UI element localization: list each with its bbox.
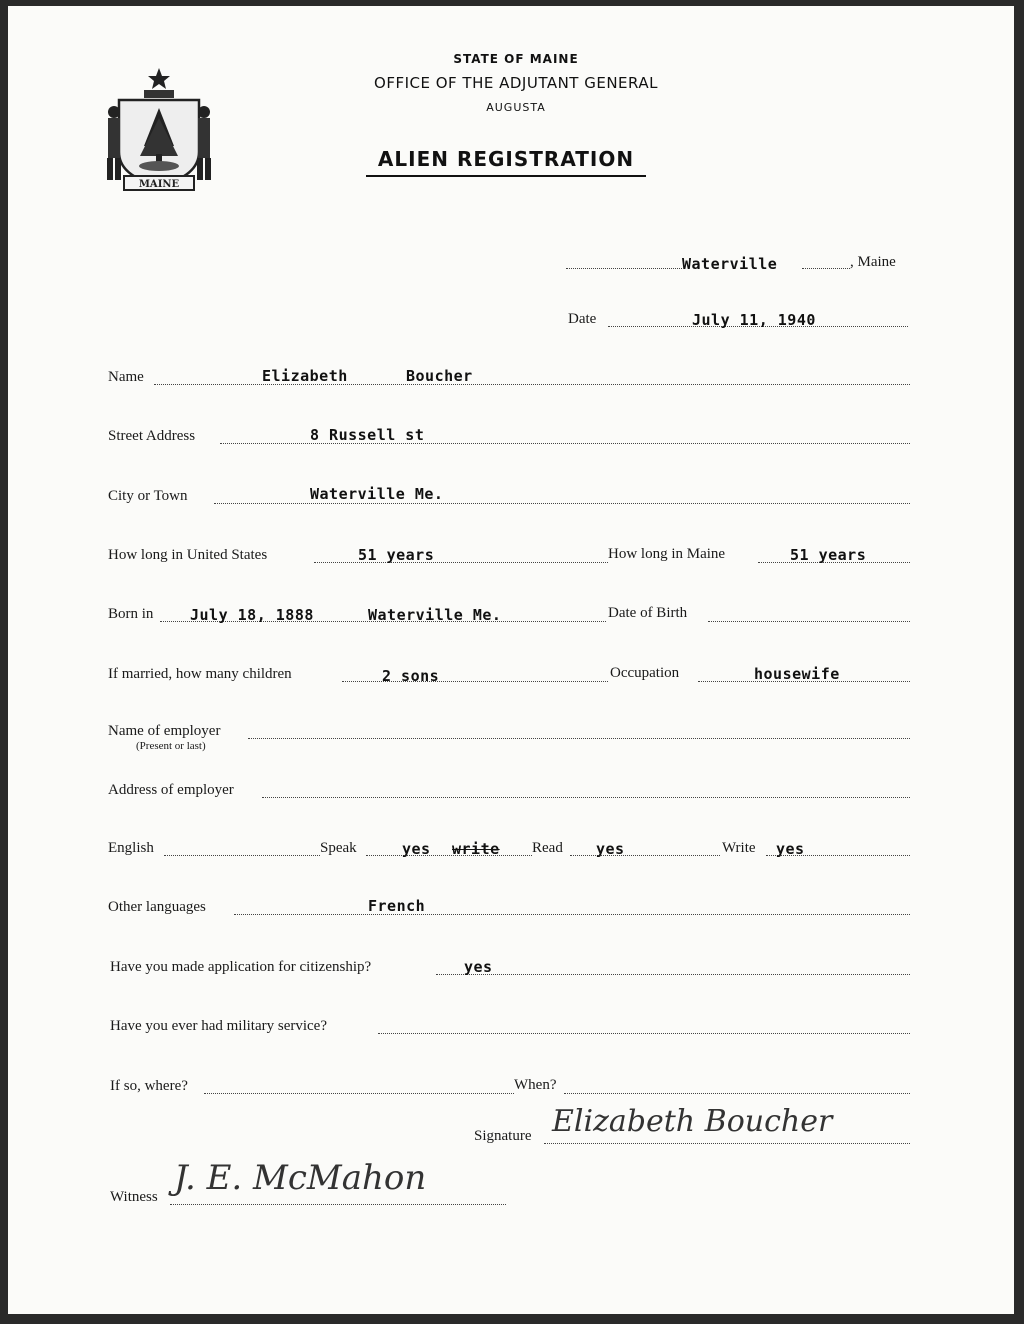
employer-label: Name of employer [108, 723, 221, 739]
occupation-label: Occupation [610, 665, 680, 681]
speak-struck-value: write [452, 840, 500, 858]
citizenship-value: yes [464, 958, 493, 976]
children-label: If married, how many children [108, 666, 292, 682]
street-value: 8 Russell st [310, 426, 425, 444]
city-label: City or Town [108, 488, 188, 504]
born-in-label: Born in [108, 606, 154, 622]
us-time-value: 51 years [358, 546, 435, 564]
location-value: Waterville [682, 255, 778, 273]
speak-label: Speak [320, 840, 357, 856]
when-label: When? [514, 1077, 557, 1093]
signature-label: Signature [474, 1128, 532, 1144]
read-label: Read [532, 840, 563, 856]
maine-time-label: How long in Maine [608, 546, 726, 562]
occupation-value: housewife [754, 665, 840, 683]
witness-value: J. E. McMahon [174, 1158, 427, 1198]
date-label: Date [568, 311, 597, 327]
military-label: Have you ever had military service? [110, 1018, 327, 1034]
write-label: Write [722, 840, 756, 856]
registration-form [8, 6, 1014, 1314]
employer-note: (Present or last) [136, 740, 206, 752]
city-value: Waterville Me. [310, 485, 444, 503]
signature-value: Elizabeth Boucher [552, 1104, 833, 1139]
us-time-label: How long in United States [108, 547, 268, 563]
office-heading: OFFICE OF THE ADJUTANT GENERAL [374, 74, 658, 92]
english-label: English [108, 840, 154, 856]
speak-value: yes [402, 840, 431, 858]
last-name-value: Boucher [406, 367, 473, 385]
birth-date-value: July 18, 1888 [190, 606, 314, 624]
birth-place-value: Waterville Me. [368, 606, 502, 624]
form-title: ALIEN REGISTRATION [366, 147, 646, 177]
seal-text: MAINE [138, 179, 180, 190]
children-value: 2 sons [382, 667, 440, 685]
location-suffix: , Maine [850, 254, 896, 270]
dob-label: Date of Birth [608, 605, 688, 621]
city-heading: AUGUSTA [486, 101, 546, 114]
date-value: July 11, 1940 [692, 311, 816, 329]
maine-time-value: 51 years [790, 546, 867, 564]
first-name-value: Elizabeth [262, 367, 348, 385]
where-label: If so, where? [110, 1078, 188, 1094]
read-value: yes [596, 840, 625, 858]
name-label: Name [108, 369, 144, 385]
other-languages-label: Other languages [108, 899, 206, 915]
employer-address-label: Address of employer [108, 782, 234, 798]
write-value: yes [776, 840, 805, 858]
other-languages-value: French [368, 897, 426, 915]
witness-label: Witness [110, 1189, 158, 1205]
street-label: Street Address [108, 428, 196, 444]
citizenship-label: Have you made application for citizenship? [110, 959, 372, 975]
state-heading: STATE OF MAINE [453, 52, 579, 66]
